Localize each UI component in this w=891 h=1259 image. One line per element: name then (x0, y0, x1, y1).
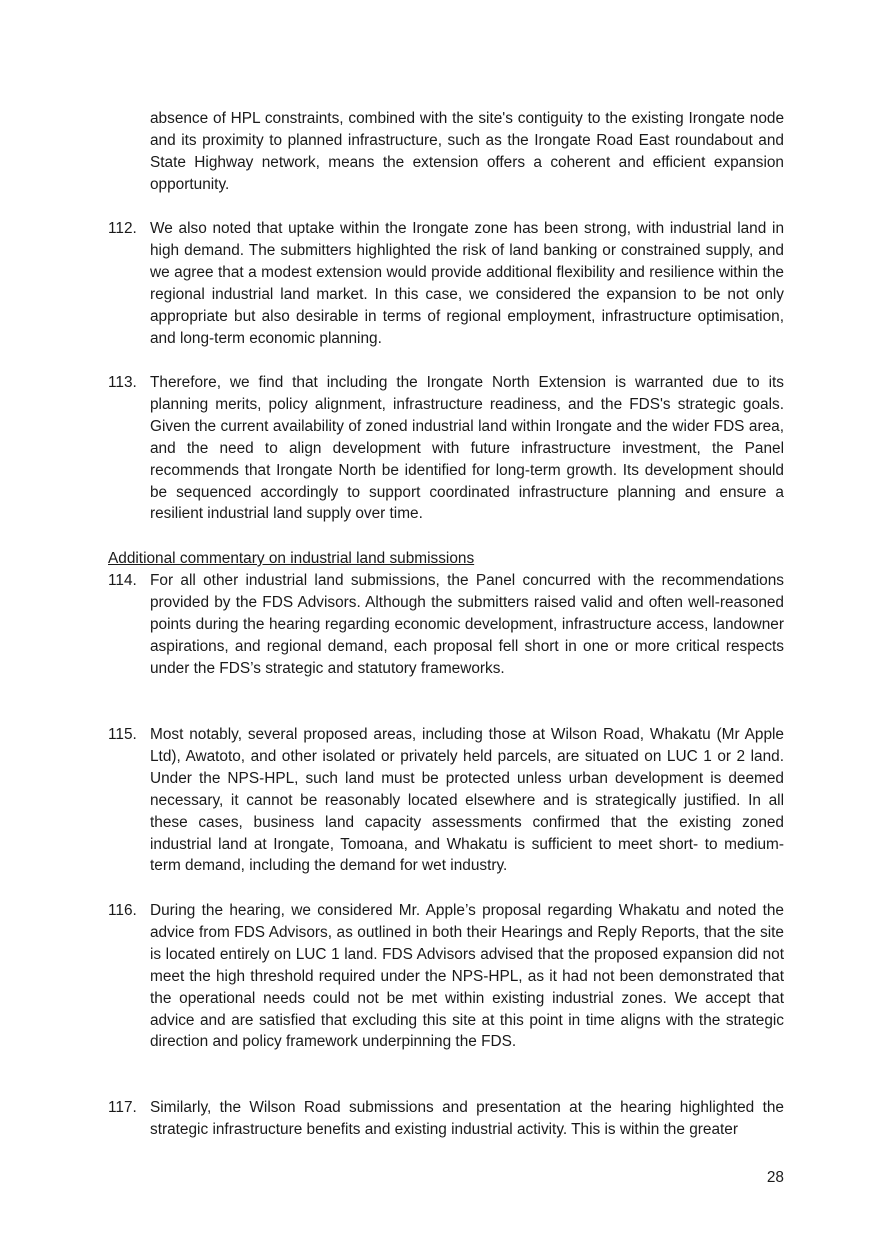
paragraph-116 (108, 900, 784, 1053)
paragraph-115 (108, 724, 784, 877)
paragraph-112 (108, 218, 784, 349)
section-heading: Additional commentary on industrial land submissions (108, 550, 475, 567)
paragraph-continuation (108, 108, 784, 196)
paragraph-text: During the hearing, we considered Mr. Apple’s proposal regarding Whakatu and noted the advice from FDS Advisors, as outlined in both their Hearings and Reply Reports, that the site is located entirely on LUC 1 land. FDS Advisors advised that the proposed expansion did not meet the high threshold required under the NPS-HPL, as it had not been demonstrated that the operational needs could not be met within existing industrial zones. We accept that advice and are satisfied that excluding this site at this point in time aligns with the strategic direction and policy framework underpinning the FDS. (150, 902, 784, 1051)
paragraph-text: We also noted that uptake within the Irongate zone has been strong, with industrial land in high demand. The submitters highlighted the risk of land banking or constrained supply, and we agree that a modest extension would provide additional flexibility and resilience within the regional industrial land market. In this case, we considered the expansion to be not only appropriate but also desirable in terms of regional employment, infrastructure optimisation, and long-term economic planning. (150, 220, 784, 347)
paragraph-text: Similarly, the Wilson Road submissions and presentation at the hearing highlighted the strategic infrastructure benefits and existing industrial activity. This is within the greater (150, 1099, 784, 1138)
paragraph-text: Most notably, several proposed areas, including those at Wilson Road, Whakatu (Mr Apple Ltd), Awatoto, and other isolated or privately held parcels, are situated on LUC 1 or 2 land. Under the NPS-HPL, such land must be protected unless urban development is deemed necessary, it cannot be reasonably located elsewhere and is strategically justified. In all these cases, business land capacity assessments confirmed that the existing zoned industrial land at Irongate, Tomoana, and Whakatu is sufficient to meet short- to medium-term demand, including the demand for wet industry. (150, 726, 784, 875)
paragraph-117 (108, 1097, 784, 1141)
paragraph-number: 113. (108, 374, 137, 391)
paragraph-text: absence of HPL constraints, combined with the site's contiguity to the existing Irongate node and its proximity to planned infrastructure, such as the Irongate Road East roundabout and State Highway network, means the extension offers a coherent and efficient expansion opportunity. (150, 110, 784, 193)
paragraph-text: Therefore, we find that including the Irongate North Extension is warranted due to its planning merits, policy alignment, infrastructure readiness, and the FDS's strategic goals. Given the current availability of zoned industrial land within Irongate and the wider FDS area, and the need to align development with future infrastructure investment, the Panel recommends that Irongate North be identified for long-term growth. Its development should be sequenced accordingly to support coordinated infrastructure planning and ensure a resilient industrial land supply over time. (150, 374, 784, 523)
paragraph-text: For all other industrial land submissions, the Panel concurred with the recommendations provided by the FDS Advisors. Although the submitters raised valid and often well-reasoned points during the hearing regarding economic development, infrastructure access, landowner aspirations, and regional demand, each proposal fell short in one or more critical respects under the FDS’s strategic and statutory frameworks. (150, 572, 784, 677)
paragraph-number: 115. (108, 726, 137, 743)
paragraph-number: 112. (108, 220, 137, 237)
paragraph-114 (108, 570, 784, 680)
paragraph-113 (108, 372, 784, 525)
page-number: 28 (766, 1169, 784, 1186)
paragraph-number: 116. (108, 902, 137, 919)
paragraph-number: 117. (108, 1099, 137, 1116)
paragraph-number: 114. (108, 572, 137, 589)
